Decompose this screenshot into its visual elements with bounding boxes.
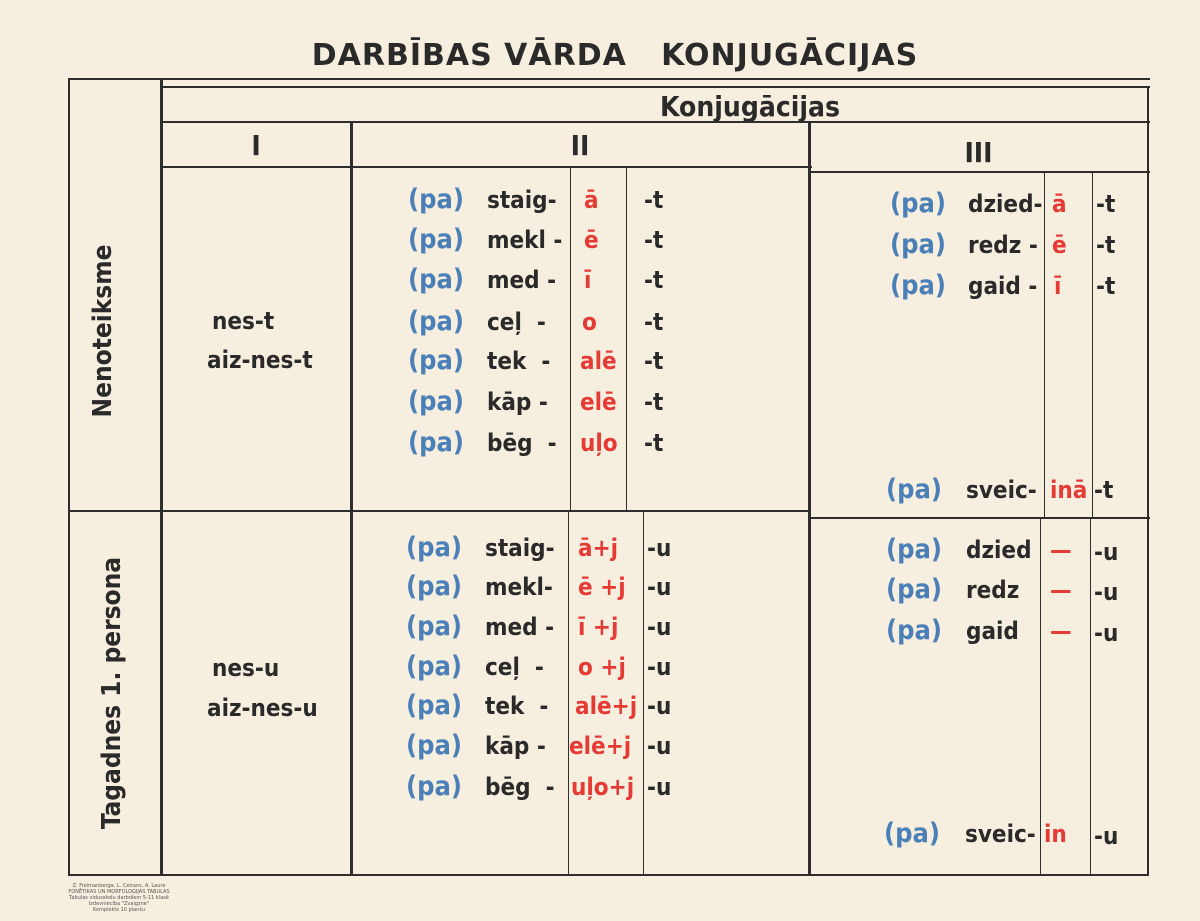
credit-line: Izdevniecība "Zvaigzne"	[88, 901, 150, 907]
verb-suffix: ā	[1052, 190, 1067, 218]
prefix-pa: (pa)	[408, 264, 464, 295]
prefix-pa: (pa)	[406, 611, 462, 642]
prefix-pa: (pa)	[406, 771, 462, 802]
credit-line: Z. Freimanberga, L. Ceirans, A. Laure	[72, 883, 166, 889]
verb-ending: -t	[644, 347, 664, 375]
prefix-pa: (pa)	[406, 571, 462, 602]
verb-ending: -t	[644, 308, 664, 336]
conj1-infinitive-2: aiz-nes-t	[207, 346, 313, 374]
conj1-infinitive-1: nes-t	[212, 307, 275, 335]
verb-stem: dzied	[966, 536, 1032, 564]
prefix-pa: (pa)	[408, 386, 464, 417]
verb-suffix: —	[1050, 536, 1072, 564]
verb-ending: -u	[1094, 619, 1119, 647]
verb-stem: staig-	[485, 534, 555, 562]
verb-stem: dzied-	[968, 190, 1043, 218]
verb-ending: -u	[647, 573, 672, 601]
prefix-pa: (pa)	[406, 532, 462, 563]
verb-suffix: ē	[1052, 231, 1067, 259]
prefix-pa: (pa)	[406, 730, 462, 761]
verb-ending: -u	[647, 534, 672, 562]
verb-suffix: —	[1050, 576, 1072, 604]
verb-stem: sveic-	[965, 820, 1036, 848]
prefix-pa: (pa)	[408, 427, 464, 458]
header-col-I: I	[251, 129, 261, 162]
verb-stem: redz -	[968, 231, 1038, 259]
verb-stem: med -	[485, 613, 555, 641]
prefix-pa: (pa)	[886, 534, 942, 565]
verb-stem: kāp -	[485, 732, 546, 760]
verb-stem: sveic-	[966, 476, 1037, 504]
header-konjugacijas: Konjugācijas	[660, 90, 841, 123]
credit-line: FONĒTIKAS UN MORFOLOĢIJAS TABULAS	[68, 889, 170, 895]
verb-stem: bēg -	[485, 773, 555, 801]
prefix-pa: (pa)	[886, 615, 942, 646]
verb-suffix: ī	[584, 266, 592, 294]
verb-ending: -u	[1094, 578, 1119, 606]
prefix-pa: (pa)	[890, 229, 946, 260]
header-col-II: II	[570, 129, 590, 162]
verb-ending: -t	[644, 429, 664, 457]
verb-stem: med -	[487, 266, 557, 294]
credit-line: Komplekts 10 planšu	[92, 907, 146, 913]
verb-stem: gaid	[966, 617, 1019, 645]
conj1-present-2: aiz-nes-u	[207, 694, 318, 722]
prefix-pa: (pa)	[890, 270, 946, 301]
verb-stem: ceļ -	[487, 308, 546, 336]
prefix-pa: (pa)	[408, 345, 464, 376]
verb-stem: gaid -	[968, 272, 1038, 300]
verb-ending: -t	[1094, 476, 1114, 504]
prefix-pa: (pa)	[406, 690, 462, 721]
verb-suffix: ī	[1054, 272, 1062, 300]
verb-suffix: ā+j	[578, 534, 619, 562]
publisher-credits	[64, 883, 174, 913]
verb-stem: mekl-	[485, 573, 553, 601]
verb-stem: tek -	[485, 692, 549, 720]
prefix-pa: (pa)	[408, 224, 464, 255]
verb-ending: -u	[647, 613, 672, 641]
verb-stem: bēg -	[487, 429, 557, 457]
prefix-pa: (pa)	[408, 184, 464, 215]
verb-ending: -u	[1094, 538, 1119, 566]
verb-ending: -t	[644, 226, 664, 254]
row-label-present-1p: Tagadnes 1. persona	[97, 556, 127, 830]
prefix-pa: (pa)	[886, 574, 942, 605]
verb-stem: mekl -	[487, 226, 563, 254]
verb-ending: -t	[644, 186, 664, 214]
verb-ending: -u	[647, 692, 672, 720]
prefix-pa: (pa)	[884, 818, 940, 849]
row-label-infinitive: Nenoteiksme	[88, 244, 118, 418]
verb-stem: redz	[966, 576, 1020, 604]
verb-ending: -u	[647, 773, 672, 801]
verb-suffix: ī +j	[578, 613, 619, 641]
verb-stem: kāp -	[487, 388, 548, 416]
verb-suffix: —	[1050, 617, 1072, 645]
verb-suffix: inā	[1050, 476, 1088, 504]
prefix-pa: (pa)	[890, 188, 946, 219]
verb-ending: -u	[647, 653, 672, 681]
page-title: DARBĪBAS VĀRDA KONJUGĀCIJAS	[311, 38, 919, 73]
prefix-pa: (pa)	[886, 474, 942, 505]
verb-ending: -t	[1096, 190, 1116, 218]
verb-suffix: uļo+j	[571, 773, 635, 801]
verb-ending: -t	[644, 388, 664, 416]
verb-suffix: elē	[580, 388, 617, 416]
verb-ending: -u	[647, 732, 672, 760]
prefix-pa: (pa)	[408, 306, 464, 337]
verb-suffix: o +j	[578, 653, 626, 681]
verb-suffix: ē +j	[578, 573, 626, 601]
verb-ending: -u	[1094, 822, 1119, 850]
verb-ending: -t	[644, 266, 664, 294]
verb-suffix: uļo	[580, 429, 618, 457]
verb-suffix: o	[582, 308, 597, 336]
verb-suffix: ā	[584, 186, 599, 214]
prefix-pa: (pa)	[406, 651, 462, 682]
verb-suffix: in	[1044, 820, 1067, 848]
verb-stem: tek -	[487, 347, 551, 375]
verb-suffix: alē	[580, 347, 617, 375]
credit-line: Tabulas vidusskolu darbdiem 5-11 klasē	[69, 895, 169, 901]
verb-ending: -t	[1096, 272, 1116, 300]
header-col-III: III	[964, 136, 993, 169]
verb-suffix: alē+j	[575, 692, 638, 720]
verb-stem: staig-	[487, 186, 557, 214]
verb-suffix: ē	[584, 226, 599, 254]
verb-stem: ceļ -	[485, 653, 544, 681]
conj1-present-1: nes-u	[212, 654, 280, 682]
verb-ending: -t	[1096, 231, 1116, 259]
verb-suffix: elē+j	[569, 732, 632, 760]
